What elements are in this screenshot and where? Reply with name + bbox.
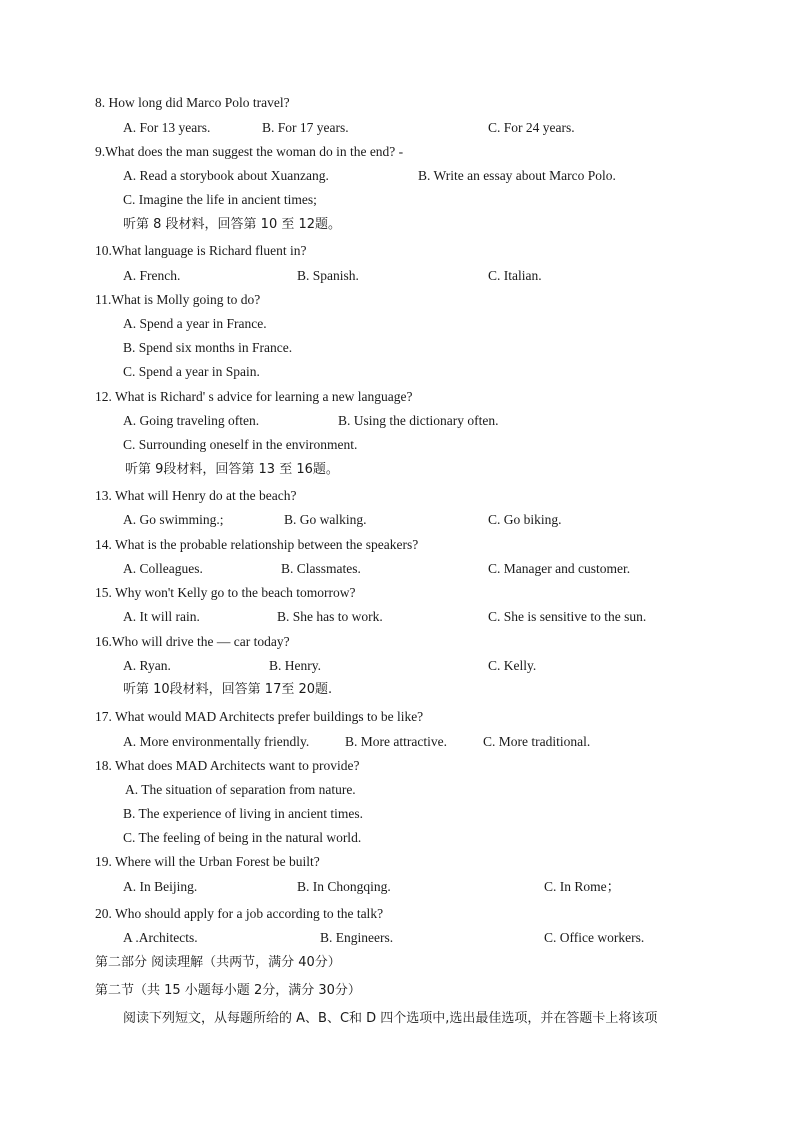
option-9a: A. Read a storybook about Xuanzang. — [123, 168, 329, 183]
option-13c: C. Go biking. — [488, 512, 562, 527]
option-10b: B. Spanish. — [297, 268, 359, 283]
option-19a: A. In Beijing. — [123, 879, 198, 894]
option-18c: C. The feeling of being in the natural world. — [123, 830, 362, 845]
section-two-heading: 第二节（共 15 小题每小题 2分，满分 30分） — [95, 983, 361, 998]
option-9c: C. Imagine the life in ancient times; — [123, 192, 317, 207]
section-heading-10: 听第 10段材料，回答第 17至 20题. — [123, 682, 333, 697]
option-20c: C. Office workers. — [544, 930, 645, 945]
option-11c: C. Spend a year in Spain. — [123, 364, 260, 379]
option-16c: C. Kelly. — [488, 658, 537, 673]
option-14c: C. Manager and customer. — [488, 561, 631, 576]
question-15: 15. Why won't Kelly go to the beach tomorrow? — [95, 585, 356, 600]
question-12: 12. What is Richard' s advice for learning a new language? — [95, 389, 413, 404]
option-20a: A .Architects. — [123, 930, 198, 945]
option-20b: B. Engineers. — [320, 930, 394, 945]
question-8: 8. How long did Marco Polo travel? — [95, 95, 290, 110]
question-10: 10.What language is Richard fluent in? — [95, 243, 307, 258]
question-16: 16.Who will drive the — car today? — [95, 634, 290, 649]
question-20: 20. Who should apply for a job according to the talk? — [95, 906, 384, 921]
option-8c: C. For 24 years. — [488, 120, 575, 135]
option-15c: C. She is sensitive to the sun. — [488, 609, 647, 624]
option-16b: B. Henry. — [269, 658, 321, 673]
option-12b: B. Using the dictionary often. — [338, 413, 499, 428]
option-17b: B. More attractive. — [345, 734, 447, 749]
question-9: 9.What does the man suggest the woman do in the end? - — [95, 144, 404, 159]
question-11: 11.What is Molly going to do? — [95, 292, 261, 307]
option-18b: B. The experience of living in ancient times. — [123, 806, 364, 821]
question-18: 18. What does MAD Architects want to provide? — [95, 758, 360, 773]
option-18a: A. The situation of separation from nature. — [125, 782, 356, 797]
question-19: 19. Where will the Urban Forest be built? — [95, 854, 320, 869]
part-two-heading: 第二部分 阅读理解（共两节，满分 40分） — [95, 955, 341, 970]
option-19b: B. In Chongqing. — [297, 879, 391, 894]
option-13a: A. Go swimming.; — [123, 512, 224, 527]
option-10c: C. Italian. — [488, 268, 542, 283]
option-13b: B. Go walking. — [284, 512, 367, 527]
section-heading-9: 听第 9段材料，回答第 13 至 16题。 — [125, 462, 339, 477]
option-19c: C. In Rome； — [544, 879, 621, 894]
option-16a: A. Ryan. — [123, 658, 171, 673]
option-15a: A. It will rain. — [123, 609, 200, 624]
question-13: 13. What will Henry do at the beach? — [95, 488, 297, 503]
section-heading-8: 听第 8 段材料，回答第 10 至 12题。 — [123, 217, 342, 232]
option-17c: C. More traditional. — [483, 734, 591, 749]
option-17a: A. More environmentally friendly. — [123, 734, 310, 749]
option-8a: A. For 13 years. — [123, 120, 211, 135]
option-8b: B. For 17 years. — [262, 120, 349, 135]
question-17: 17. What would MAD Architects prefer buildings to be like? — [95, 709, 424, 724]
option-12c: C. Surrounding oneself in the environment. — [123, 437, 358, 452]
option-10a: A. French. — [123, 268, 181, 283]
option-12a: A. Going traveling often. — [123, 413, 260, 428]
reading-instructions: 阅读下列短文，从每题所给的 A、B、C和 D 四个选项中,选出最佳选项，并在答题卡上将该项 — [123, 1011, 658, 1026]
option-11a: A. Spend a year in France. — [123, 316, 267, 331]
option-9b: B. Write an essay about Marco Polo. — [418, 168, 616, 183]
question-14: 14. What is the probable relationship between the speakers? — [95, 537, 419, 552]
option-15b: B. She has to work. — [277, 609, 383, 624]
option-11b: B. Spend six months in France. — [123, 340, 293, 355]
option-14a: A. Colleagues. — [123, 561, 203, 576]
option-14b: B. Classmates. — [281, 561, 361, 576]
